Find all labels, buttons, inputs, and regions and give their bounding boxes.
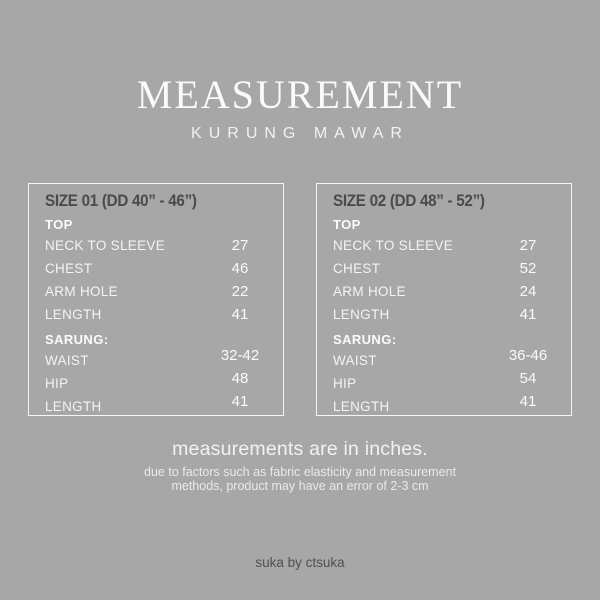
row-value: 54 [519,370,537,387]
table-row [333,257,571,280]
units-note: measurements are in inches. [172,438,428,460]
size-02-header: SIZE 02 (DD 48” - 52”) [333,192,485,210]
tolerance-note [0,465,600,493]
row-label: ARM HOLE [333,284,406,299]
table-row [45,234,283,257]
row-label: CHEST [333,261,381,276]
tolerance-note-line2: methods, product may have an error of 2-3 cm [171,479,429,493]
row-value: 32-42 [220,347,260,364]
brand-signature: suka by ctsuka [255,555,345,570]
row-label: LENGTH [45,307,102,322]
row-value: 41 [519,393,537,410]
table-row [45,303,283,326]
row-value: 52 [519,260,537,277]
row-value: 27 [231,237,249,254]
table-row [333,372,571,395]
row-label: ARM HOLE [45,284,118,299]
table-row [45,280,283,303]
row-label: HIP [45,376,69,391]
table-row [333,303,571,326]
size-02-top-section-label: TOP [333,217,361,232]
row-value: 41 [231,306,249,323]
page-subtitle: KURUNG MAWAR [191,125,409,142]
row-label: HIP [333,376,357,391]
row-value: 24 [519,283,537,300]
row-value: 41 [231,393,249,410]
row-value: 41 [519,306,537,323]
table-row [45,349,283,372]
size-02-sarung-section-label: SARUNG: [333,332,397,347]
row-label: LENGTH [45,399,102,414]
row-label: WAIST [333,353,377,368]
size-table-02 [316,183,572,416]
table-row [45,257,283,280]
size-01-header: SIZE 01 (DD 40” - 46”) [45,192,197,210]
table-row [333,349,571,372]
size-tables-container [0,183,600,416]
size-table-01 [28,183,284,416]
row-value: 36-46 [508,347,548,364]
row-label: CHEST [45,261,93,276]
row-value: 27 [519,237,537,254]
row-label: WAIST [45,353,89,368]
row-value: 48 [231,370,249,387]
table-row [333,234,571,257]
row-label: LENGTH [333,307,390,322]
row-label: LENGTH [333,399,390,414]
row-label: NECK TO SLEEVE [45,238,165,253]
table-row [333,280,571,303]
table-row [45,372,283,395]
table-row [333,395,571,418]
page-title: MEASUREMENT [136,72,464,117]
row-value: 22 [231,283,249,300]
table-row [45,395,283,418]
size-01-top-section-label: TOP [45,217,73,232]
row-label: NECK TO SLEEVE [333,238,453,253]
row-value: 46 [231,260,249,277]
tolerance-note-line1: due to factors such as fabric elasticity and measurement [144,465,456,479]
size-01-sarung-section-label: SARUNG: [45,332,109,347]
